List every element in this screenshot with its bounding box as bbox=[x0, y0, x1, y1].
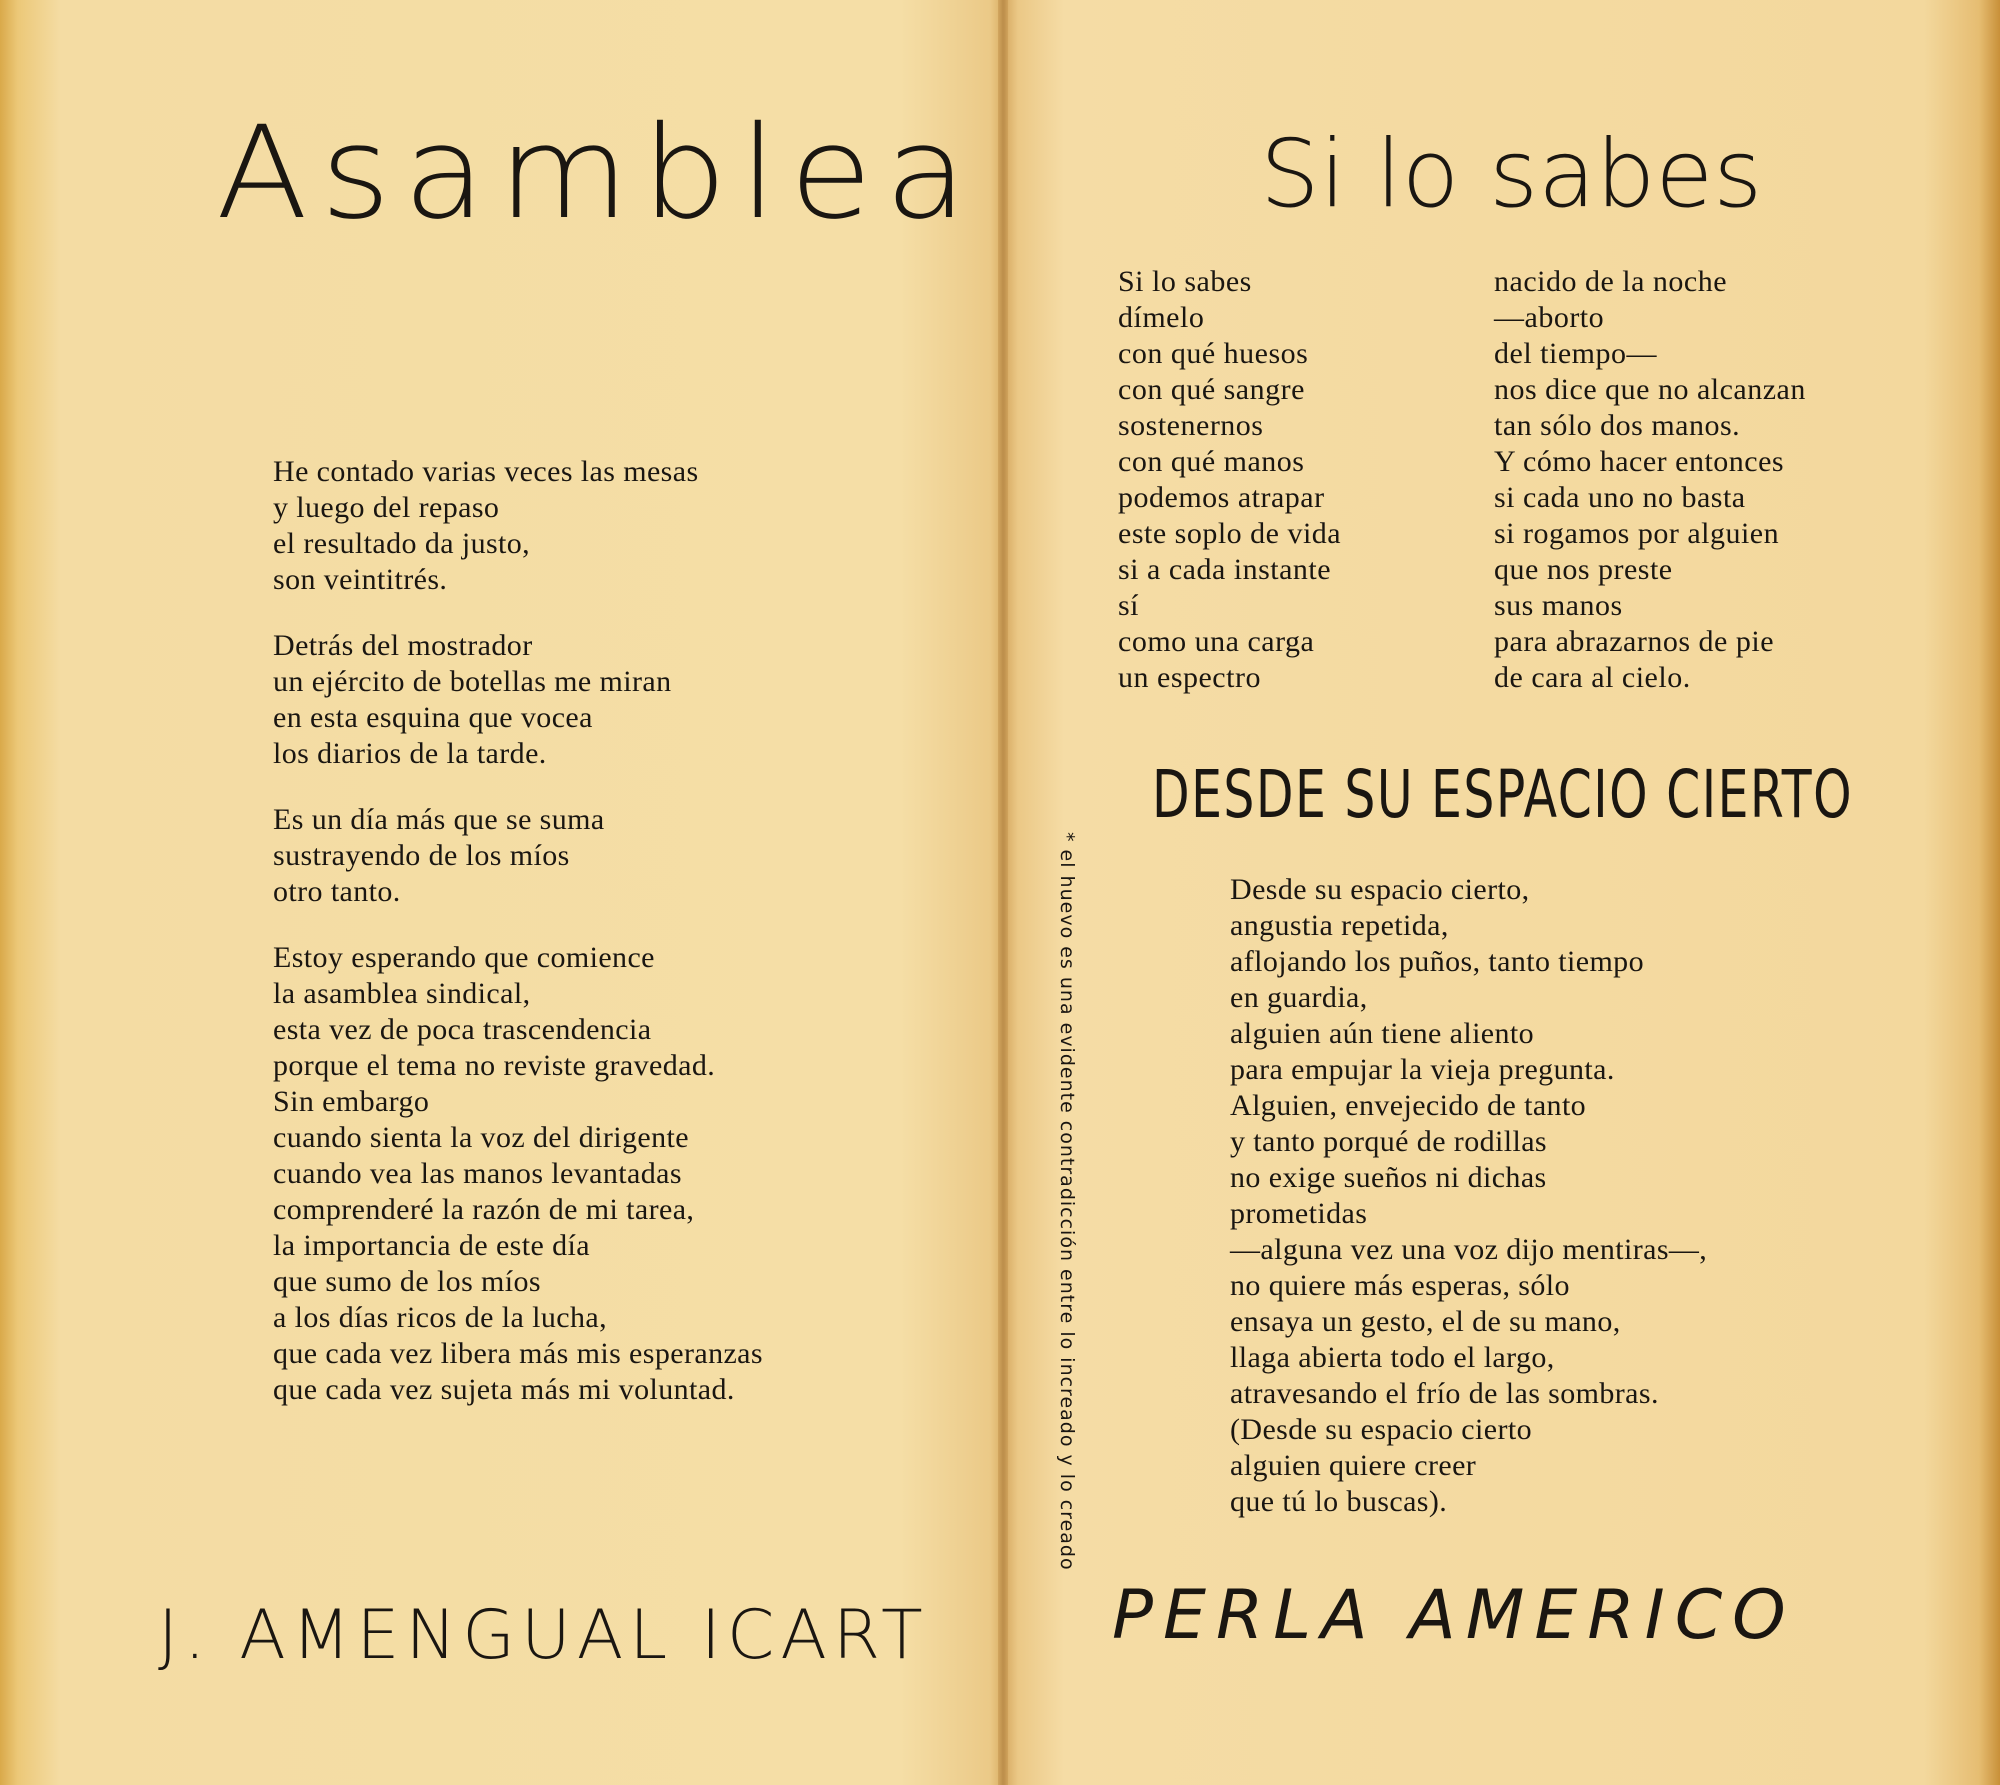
poem-line: —alguna vez una voz dijo mentiras—, bbox=[1230, 1233, 1708, 1266]
poem-line: aflojando los puños, tanto tiempo bbox=[1230, 945, 1644, 978]
poem-line: de cara al cielo. bbox=[1494, 661, 1691, 694]
poem-si-lo-sabes-column-2 bbox=[1494, 264, 1806, 696]
poem-line: y luego del repaso bbox=[273, 491, 500, 524]
poem-line: tan sólo dos manos. bbox=[1494, 409, 1741, 442]
poem-line: sí bbox=[1118, 589, 1140, 622]
poem-line: Y cómo hacer entonces bbox=[1494, 445, 1785, 478]
poem-line: como una carga bbox=[1118, 625, 1315, 658]
poem-line: otro tanto. bbox=[273, 875, 401, 908]
poem-line: —aborto bbox=[1494, 301, 1605, 334]
poem-line: no quiere más esperas, sólo bbox=[1230, 1269, 1570, 1302]
poem-line: Estoy esperando que comience bbox=[273, 941, 655, 974]
poem-line: la asamblea sindical, bbox=[273, 977, 531, 1010]
poem-line: un espectro bbox=[1118, 661, 1261, 694]
poem-line: sostenernos bbox=[1118, 409, 1264, 442]
poem-line: para abrazarnos de pie bbox=[1494, 625, 1775, 658]
poem-line: con qué sangre bbox=[1118, 373, 1305, 406]
poem-line: que tú lo buscas). bbox=[1230, 1485, 1448, 1518]
poem-line: (Desde su espacio cierto bbox=[1230, 1413, 1532, 1446]
poem-line: dímelo bbox=[1118, 301, 1205, 334]
poem-line: si cada uno no basta bbox=[1494, 481, 1746, 514]
poem-line: Es un día más que se suma bbox=[273, 803, 605, 836]
poem-line: nacido de la noche bbox=[1494, 265, 1728, 298]
poem-line: Alguien, envejecido de tanto bbox=[1230, 1089, 1587, 1122]
poem-line: que cada vez libera más mis esperanzas bbox=[273, 1337, 763, 1370]
poem-title-asamblea: Asamblea bbox=[216, 99, 980, 248]
poem-line: esta vez de poca trascendencia bbox=[273, 1013, 652, 1046]
poem-line: que cada vez sujeta más mi voluntad. bbox=[273, 1373, 735, 1406]
poem-line: el resultado da justo, bbox=[273, 527, 531, 560]
poem-line: llaga abierta todo el largo, bbox=[1230, 1341, 1555, 1374]
poem-line: cuando sienta la voz del dirigente bbox=[273, 1121, 689, 1154]
poem-line: Si lo sabes bbox=[1118, 265, 1252, 298]
poem-line: y tanto porqué de rodillas bbox=[1230, 1125, 1547, 1158]
poem-line: Sin embargo bbox=[273, 1085, 430, 1118]
poem-line: un ejército de botellas me miran bbox=[273, 665, 672, 698]
poem-line: cuando vea las manos levantadas bbox=[273, 1157, 682, 1190]
poem-line: podemos atrapar bbox=[1118, 481, 1325, 514]
poem-line: alguien aún tiene aliento bbox=[1230, 1017, 1535, 1050]
poem-line: los diarios de la tarde. bbox=[273, 737, 547, 770]
poem-line: si rogamos por alguien bbox=[1494, 517, 1780, 550]
poem-line: alguien quiere creer bbox=[1230, 1449, 1477, 1482]
poem-line: sustrayendo de los míos bbox=[273, 839, 570, 872]
poem-line: Detrás del mostrador bbox=[273, 629, 533, 662]
poem-title-desde-su-espacio-cierto: DESDE SU ESPACIO CIERTO bbox=[1152, 756, 1854, 833]
poem-title-si-lo-sabes: Si lo sabes bbox=[1260, 120, 1763, 229]
poem-si-lo-sabes-column-1 bbox=[1118, 264, 1341, 696]
poem-line: He contado varias veces las mesas bbox=[273, 455, 699, 488]
poem-line: que sumo de los míos bbox=[273, 1265, 541, 1298]
poem-line: en esta esquina que vocea bbox=[273, 701, 593, 734]
poem-stanza bbox=[273, 802, 763, 910]
poem-line: sus manos bbox=[1494, 589, 1623, 622]
poem-line: que nos preste bbox=[1494, 553, 1673, 586]
poem-line: si a cada instante bbox=[1118, 553, 1332, 586]
poem-line: ensaya un gesto, el de su mano, bbox=[1230, 1305, 1621, 1338]
poem-line: angustia repetida, bbox=[1230, 909, 1449, 942]
vertical-footnote: * el huevo es una evidente contradicción entre lo increado y lo creado bbox=[1056, 832, 1078, 1571]
poem-line: del tiempo— bbox=[1494, 337, 1657, 370]
author-left: J. AMENGUAL ICART bbox=[158, 1596, 929, 1675]
poem-line: porque el tema no reviste gravedad. bbox=[273, 1049, 716, 1082]
book-gutter bbox=[998, 0, 1008, 1785]
poem-line: la importancia de este día bbox=[273, 1229, 590, 1262]
author-right: PERLA AMERICO bbox=[1112, 1576, 1796, 1655]
poem-line: no exige sueños ni dichas bbox=[1230, 1161, 1547, 1194]
poem-line: para empujar la vieja pregunta. bbox=[1230, 1053, 1615, 1086]
poem-line: prometidas bbox=[1230, 1197, 1368, 1230]
poem-line: son veintitrés. bbox=[273, 563, 448, 596]
poem-line: atravesando el frío de las sombras. bbox=[1230, 1377, 1659, 1410]
poem-stanza bbox=[273, 454, 763, 598]
poem-line: este soplo de vida bbox=[1118, 517, 1342, 550]
poem-line: con qué huesos bbox=[1118, 337, 1309, 370]
poem-line: Desde su espacio cierto, bbox=[1230, 873, 1530, 906]
poem-line: con qué manos bbox=[1118, 445, 1305, 478]
poem-stanza bbox=[273, 628, 763, 772]
poem-line: nos dice que no alcanzan bbox=[1494, 373, 1806, 406]
poem-desde-su-espacio-cierto-body bbox=[1230, 872, 1707, 1520]
poem-asamblea-body bbox=[273, 454, 763, 1438]
poem-line: a los días ricos de la lucha, bbox=[273, 1301, 607, 1334]
poem-line: comprenderé la razón de mi tarea, bbox=[273, 1193, 695, 1226]
poem-line: en guardia, bbox=[1230, 981, 1368, 1014]
poem-stanza bbox=[273, 940, 763, 1408]
